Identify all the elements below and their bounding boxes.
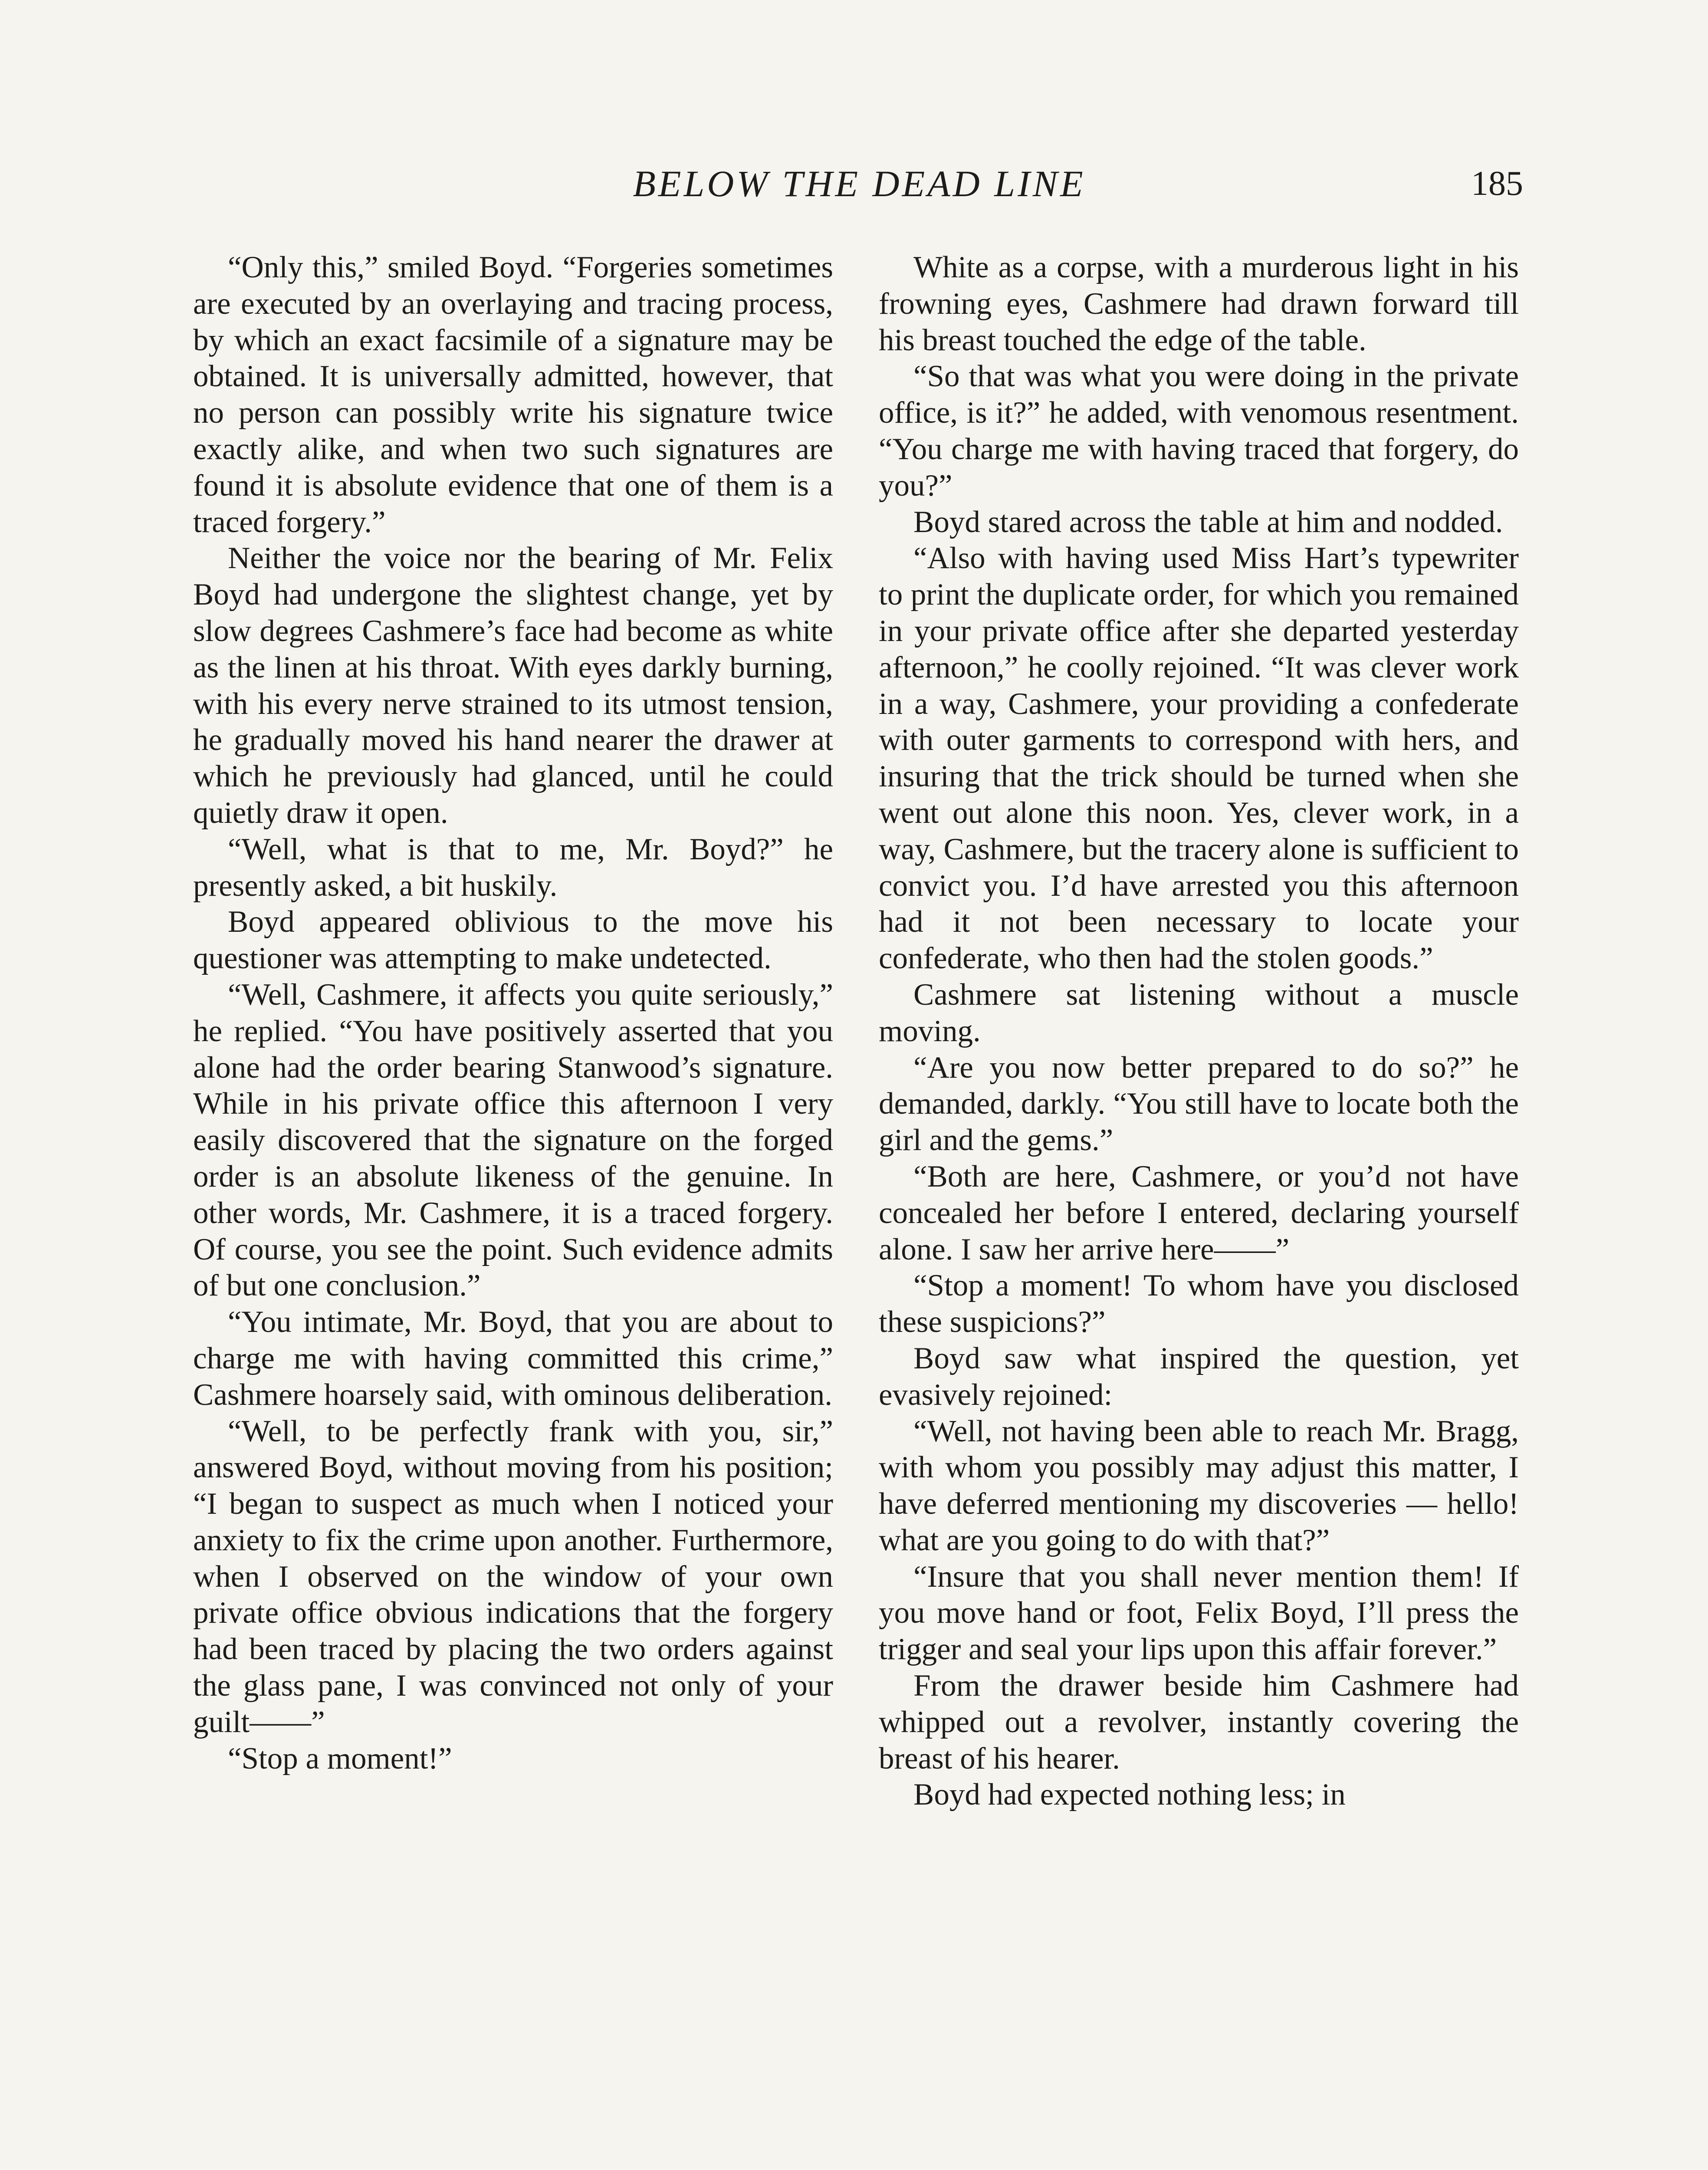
paragraph: “Also with having used Miss Hart’s typewriter to print the duplicate order, for which you remained in your private office after she departed yesterday afternoon,” he coolly rejoined. “It was clever work in a way, Cashmere, your providing a confederate with outer garments to correspond with hers, and insuring that the trick should be turned when she went out alone this noon. Yes, clever work, in a way, Cashmere, but the tracery alone is sufficient to convict you. I’d have arrested you this afternoon had it not been necessary to locate your confederate, who then had the stolen goods.” <box>879 541 1519 976</box>
paragraph: Boyd had expected nothing less; in <box>913 1778 1346 1812</box>
right-column <box>879 250 1519 1813</box>
paragraph: Neither the voice nor the bearing of Mr. Felix Boyd had undergone the slightest change, yet by slow degrees Cashmere’s face had become as white as the linen at his throat. With eyes darkly burning, with his every nerve strained to its utmost tension, he gradually moved his hand nearer the drawer at which he previously had glanced, until he could quietly draw it open. <box>193 541 833 830</box>
paragraph: “Insure that you shall never mention them! If you move hand or foot, Felix Boyd, I’ll press the trigger and seal your lips upon this affair forever.” <box>879 1559 1519 1667</box>
running-title: BELOW THE DEAD LINE <box>633 163 1086 204</box>
paragraph: Cashmere sat listening without a muscle moving. <box>879 977 1519 1048</box>
page-number: 185 <box>1471 164 1523 203</box>
paragraph: “Are you now better prepared to do so?” he demanded, darkly. “You still have to locate both the girl and the gems.” <box>879 1050 1519 1157</box>
paragraph: “Well, not having been able to reach Mr. Bragg, with whom you possibly may adjust this matter, I have deferred mentioning my discoveries — hello! what are you going to do with that?” <box>879 1414 1519 1557</box>
paragraph: Boyd saw what inspired the question, yet evasively rejoined: <box>879 1341 1519 1412</box>
page-header <box>195 160 1523 212</box>
paragraph: From the drawer beside him Cashmere had whipped out a revolver, instantly covering the breast of his hearer. <box>879 1669 1519 1775</box>
paragraph: White as a corpse, with a murderous light in his frowning eyes, Cashmere had drawn forward till his breast touched the edge of the table. <box>879 250 1519 357</box>
paragraph: “Stop a moment!” <box>228 1741 452 1775</box>
paragraph: Boyd stared across the table at him and nodded. <box>913 505 1503 539</box>
paragraph: “You intimate, Mr. Boyd, that you are about to charge me with having committed this crime,” Cashmere hoarsely said, with ominous deliberation. <box>193 1305 833 1412</box>
paragraph: “Stop a moment! To whom have you disclosed these suspicions?” <box>879 1269 1519 1339</box>
left-column <box>193 250 833 1777</box>
paragraph: Boyd appeared oblivious to the move his questioner was attempting to make undetected. <box>193 905 833 976</box>
paragraph: “Well, to be perfectly frank with you, sir,” answered Boyd, without moving from his position; “I began to suspect as much when I noticed your anxiety to fix the crime upon another. Furthermore, when I observed on the window of your own private office obvious indications that the forgery had been traced by placing the two orders against the glass pane, I was convinced not only of your guilt——” <box>193 1414 833 1739</box>
paragraph: “So that was what you were doing in the private office, is it?” he added, with venomous resentment. “You charge me with having traced that forgery, do you?” <box>879 359 1519 503</box>
paragraph: “Well, Cashmere, it affects you quite seriously,” he replied. “You have positively asserted that you alone had the order bearing Stanwood’s signature. While in his private office this afternoon I very easily discovered that the signature on the forged order is an absolute likeness of the genuine. In other words, Mr. Cashmere, it is a traced forgery. Of course, you see the point. Such evidence admits of but one conclusion.” <box>193 977 833 1303</box>
paragraph: “Only this,” smiled Boyd. “Forgeries sometimes are executed by an overlaying and tracing process, by which an exact facsimile of a signature may be obtained. It is universally admitted, however, that no person can possibly write his signature twice exactly alike, and when two such signatures are found it is absolute evidence that one of them is a traced forgery.” <box>193 250 833 539</box>
paragraph: “Both are here, Cashmere, or you’d not have concealed her before I entered, declaring yourself alone. I saw her arrive here——” <box>879 1159 1519 1266</box>
paragraph: “Well, what is that to me, Mr. Boyd?” he presently asked, a bit huskily. <box>193 832 833 903</box>
